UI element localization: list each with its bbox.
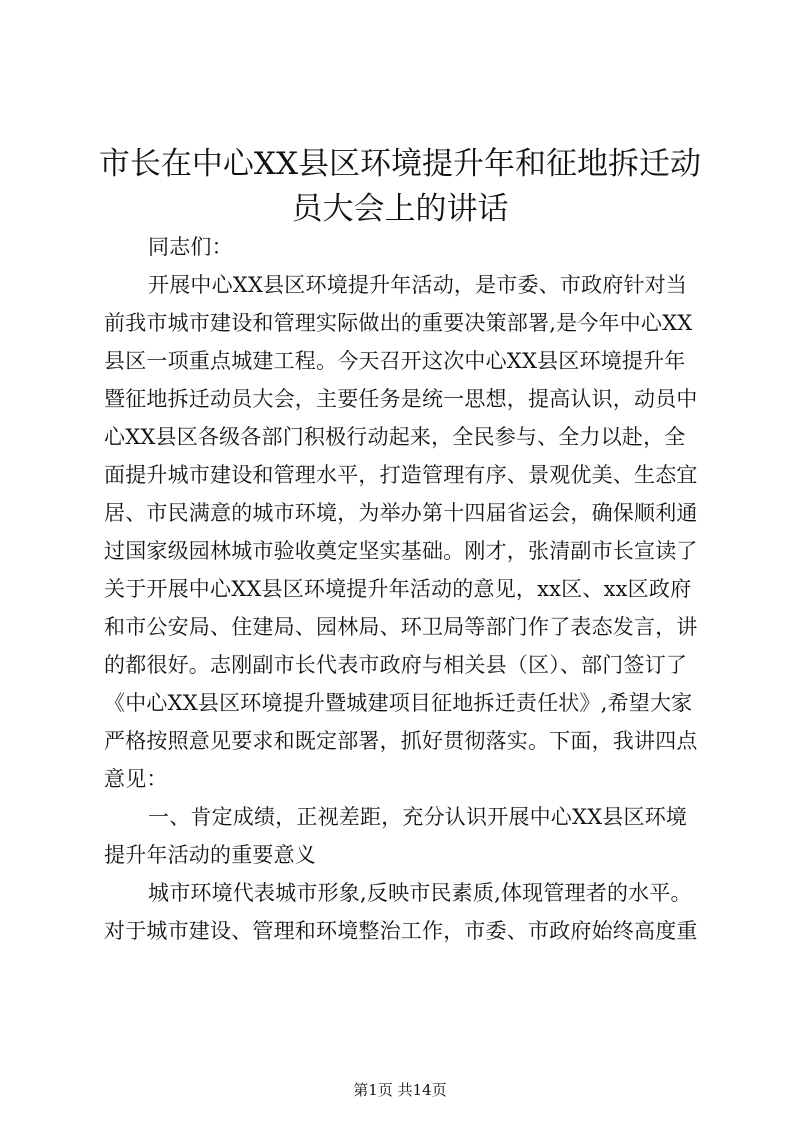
paragraph-line: 城市环境代表城市形象,反映市民素质,体现管理者的水平。 (148, 881, 692, 905)
paragraph-city-environment (104, 874, 700, 950)
paragraph-line: 和市公安局、住建局、园林局、环卫局等部门作了表态发言，讲 (104, 615, 698, 639)
paragraph-line: 开展中心XX县区环境提升年活动，是市委、市政府针对当 (148, 273, 688, 297)
paragraph-line: 前我市城市建设和管理实际做出的重要决策部署,是今年中心XX (104, 311, 693, 335)
paragraph-line: 居、市民满意的城市环境，为举办第十四届省运会，确保顺利通 (104, 501, 698, 525)
paragraph-line: 关于开展中心XX县区环境提升年活动的意见，xx区、xx区政府 (104, 577, 692, 601)
title-line-1: 市长在中心XX县区环境提升年和征地拆迁动 (98, 146, 702, 182)
page-footer: 第1页 共14页 (353, 1081, 447, 1099)
section-heading-line: 一、肯定成绩，正视差距，充分认识开展中心XX县区环境 (148, 805, 688, 829)
paragraph-line: 县区一项重点城建工程。今天召开这次中心XX县区环境提升年 (104, 349, 686, 373)
paragraph-opening (104, 266, 700, 798)
paragraph-line: 的都很好。志刚副市长代表市政府与相关县（区）、部门签订了 (104, 653, 688, 677)
title-line-2: 员大会上的讲话 (291, 191, 509, 227)
paragraph-line: 心XX县区各级各部门积极行动起来，全民参与、全力以赴，全 (104, 425, 686, 449)
section-heading-line: 提升年活动的重要意义 (104, 843, 316, 867)
document-body (104, 228, 700, 950)
paragraph-line: 过国家级园林城市验收奠定坚实基础。刚才，张清副市长宣读了 (104, 539, 698, 563)
paragraph-line: 严格按照意见要求和既定部署，抓好贯彻落实。下面，我讲四点 (104, 729, 698, 753)
paragraph-line: 《中心XX县区环境提升暨城建项目征地拆迁责任状》,希望大家 (104, 691, 693, 715)
paragraph-line: 对于城市建设、管理和环境整治工作，市委、市政府始终高度重 (104, 919, 698, 943)
paragraph-line: 意见： (104, 767, 168, 791)
paragraph-line: 暨征地拆迁动员大会，主要任务是统一思想，提高认识，动员中 (104, 387, 698, 411)
paragraph-line: 面提升城市建设和管理水平，打造管理有序、景观优美、生态宜 (104, 463, 698, 487)
document-title (96, 142, 704, 232)
salutation: 同志们： (148, 235, 233, 259)
section-heading-1 (104, 798, 700, 874)
